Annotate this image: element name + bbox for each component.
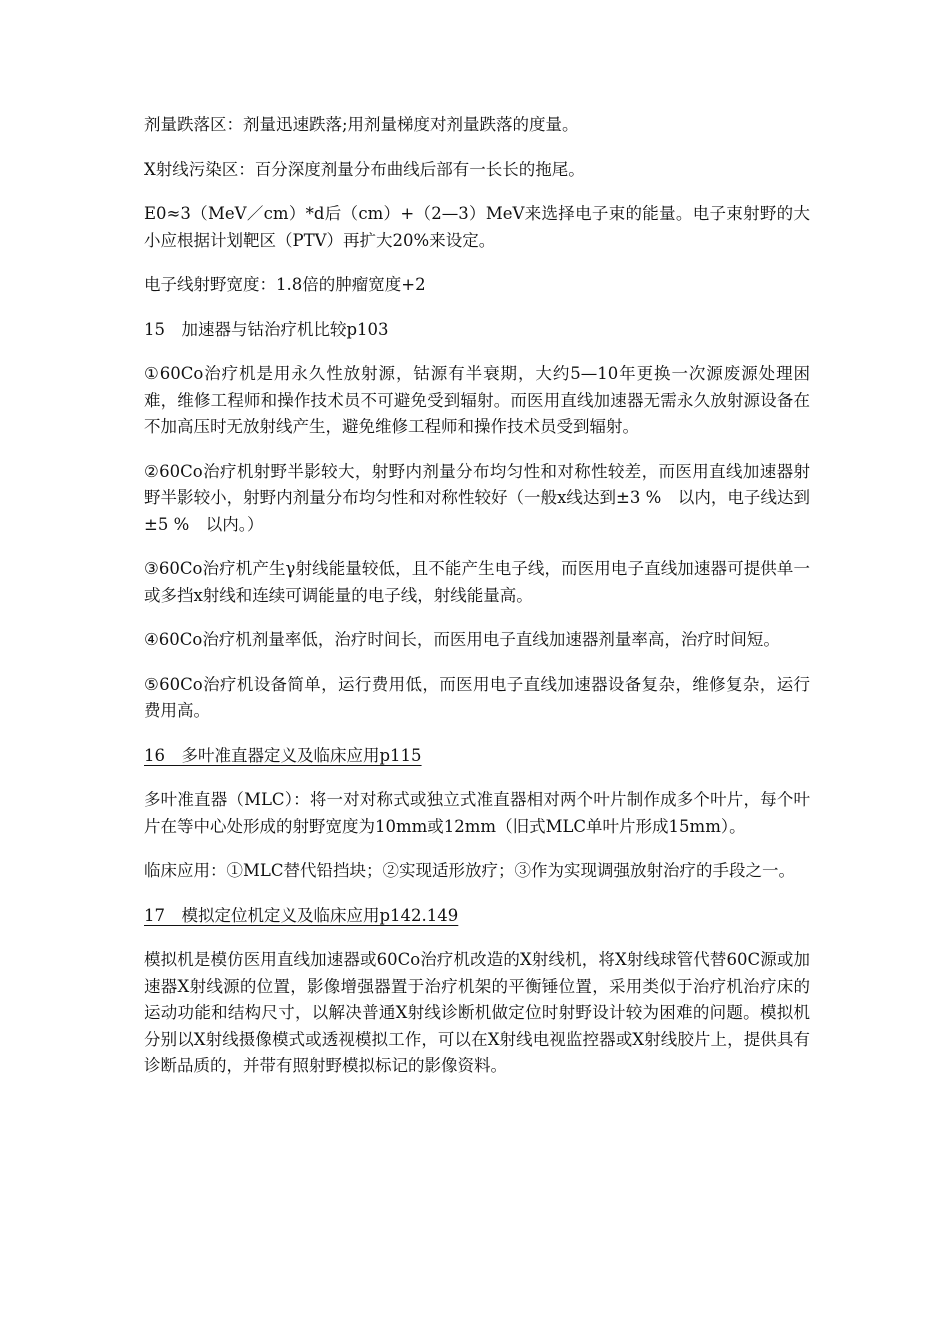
section-heading-17 (144, 903, 810, 930)
paragraph-mlc-definition: 多叶准直器（MLC）：将一对对称式或独立式准直器相对两个叶片制作成多个叶片，每个叶片在等中心处形成的射野宽度为10mm或12mm（旧式MLC单叶片形成15mm）。 (144, 790, 810, 836)
section-heading-16 (144, 743, 810, 770)
paragraph-comparison-2: ②60Co治疗机射野半影较大，射野内剂量分布均匀性和对称性较差，而医用直线加速器射野半影较小，射野内剂量分布均匀性和对称性较好（一般x线达到±3 % 以内，电子线达到±5 % 以内。） (144, 461, 810, 534)
paragraph-simulator-definition: 模拟机是模仿医用直线加速器或60Co治疗机改造的X射线机，将X射线球管代替60C源或加速器X射线源的位置，影像增强器置于治疗机架的平衡锤位置，采用类似于治疗机治疗床的运动功能和结构尺寸，以解决普通X射线诊断机做定位时射野设计较为困难的问题。模拟机分别以X射线摄像模式或透视模拟工作，可以在X射线电视监控器或X射线胶片上，提供具有诊断品质的，并带有照射野模拟标记的影像资料。 (144, 950, 810, 1075)
paragraph-dose-falloff: 剂量跌落区：剂量迅速跌落;用剂量梯度对剂量跌落的度量。 (144, 115, 579, 134)
paragraph-electron-energy: E0≈3（MeV／cm）*d后（cm）+（2—3）MeV来选择电子束的能量。电子束射野的大小应根据计划靶区（PTV）再扩大20%来设定。 (144, 204, 810, 250)
paragraph-mlc-clinical-use: 临床应用：①MLC替代铅挡块；②实现适形放疗；③作为实现调强放射治疗的手段之一。 (144, 861, 795, 880)
section-heading-16-text: 16 多叶准直器定义及临床应用p115 (144, 745, 422, 765)
paragraph-comparison-3: ③60Co治疗机产生γ射线能量较低，且不能产生电子线，而医用电子直线加速器可提供单一或多挡x射线和连续可调能量的电子线，射线能量高。 (144, 559, 810, 605)
section-heading-15 (144, 317, 810, 344)
paragraph-field-width: 电子线射野宽度：1.8倍的肿瘤宽度+2 (144, 275, 426, 294)
paragraph-comparison-1: ①60Co治疗机是用永久性放射源，钴源有半衰期，大约5—10年更换一次源废源处理困难，维修工程师和操作技术员不可避免受到辐射。而医用直线加速器无需永久放射源设备在不加高压时无放射线产生，避免维修工程师和操作技术员受到辐射。 (144, 364, 810, 436)
paragraph-comparison-4: ④60Co治疗机剂量率低，治疗时间长，而医用电子直线加速器剂量率高，治疗时间短。 (144, 630, 780, 649)
paragraph-xray-contamination: X射线污染区：百分深度剂量分布曲线后部有一长长的拖尾。 (144, 159, 585, 179)
section-heading-17-text: 17 模拟定位机定义及临床应用p142.149 (144, 905, 459, 925)
section-heading-15-text: 15 加速器与钴治疗机比较p103 (144, 319, 389, 339)
document-page (144, 112, 810, 1098)
paragraph-comparison-5: ⑤60Co治疗机设备简单，运行费用低，而医用电子直线加速器设备复杂，维修复杂，运行费用高。 (144, 674, 810, 720)
